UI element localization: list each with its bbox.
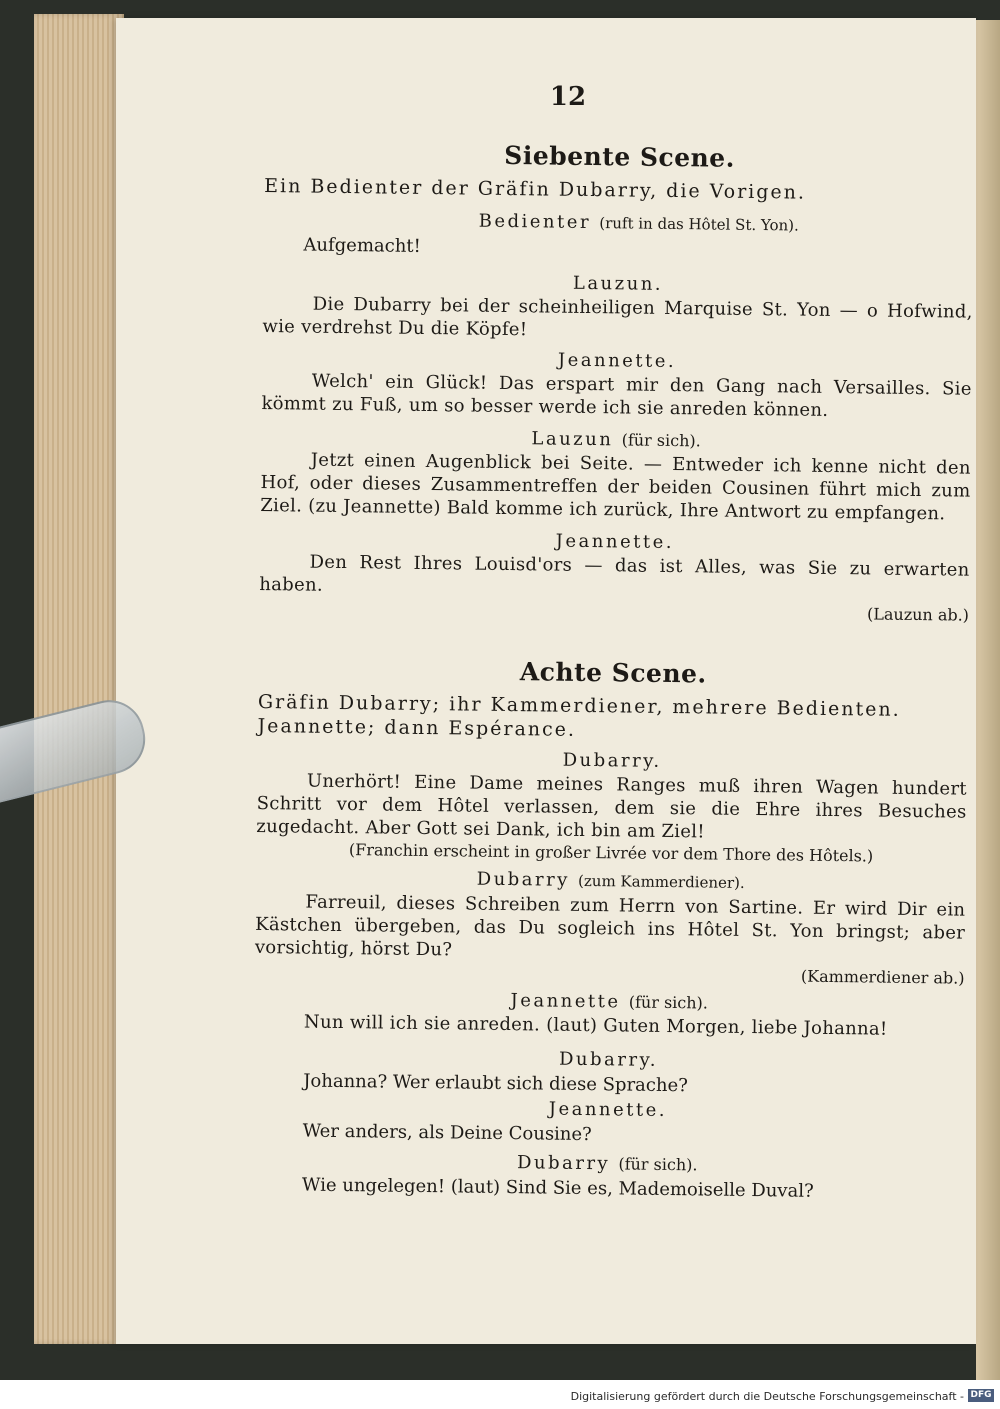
stage-direction: (zum Kammerdiener). [577,871,745,892]
scene-title-7: Siebente Scene. [504,140,736,173]
stage-direction: (Kammerdiener ab.) [800,966,965,988]
speaker: Dubarry. [562,749,662,772]
dfg-logo: DFG [968,1389,994,1402]
speech: Farreuil, dieses Schreiben zum Herrn von Sartine. Er wird Dir ein Kästchen übergeben, das Du sogleich ins Hôtel St. Yon bringst; aber vorsichtig, hörst Du? [254,891,966,961]
speech: Den Rest Ihres Louisd'ors — das ist Alles, was Sie zu erwarten haben. [259,551,970,596]
speaker: Dubarry. [558,1048,659,1071]
speaker-name: Jeannette [510,990,621,1013]
speaker: Jeannette. [548,1098,668,1121]
stage-direction: (für sich). [618,1154,698,1175]
scene-title-8: Achte Scene. [519,657,707,689]
stage-direction: (für sich). [621,430,701,451]
speaker: Lauzun. [572,272,664,295]
scene-cast-8: Gräfin Dubarry; ihr Kammerdiener, mehrere Bedienten. Jeannette; dann Espérance. [257,690,901,741]
speech: Wer anders, als Deine Cousine? [302,1120,592,1146]
stage-direction: (für sich). [628,992,709,1013]
book-page [116,18,976,1344]
speaker: Jeannette. [557,349,677,373]
speech: Nun will ich sie anreden. (laut) Guten Morgen, liebe Johanna! [303,1011,888,1040]
speech: Jetzt einen Augenblick bei Seite. — Entweder ich kenne nicht den Hof, oder dieses Zusammentreffen der beiden Cousinen führt mich zum Ziel. (zu Jeannette) Bald komme ich zurück, Ihre Antwort zu empfangen. [260,449,971,525]
footer-credit: Digitalisierung gefördert durch die Deutsche Forschungsgemeinschaft - [570,1390,964,1403]
stage-direction: (Lauzun ab.) [866,604,970,625]
scene-cast-7: Ein Bedienter der Gräfin Dubarry, die Vorigen. [264,174,807,204]
speaker-name: Bedienter [478,210,592,233]
speaker-name: Lauzun [531,428,614,451]
speech: Die Dubarry bei der scheinheiligen Marquise St. Yon — o Hofwind, wie verdrehst Du die Köpfe! [262,293,973,341]
book-cover-edge [976,20,1000,1380]
speaker: Jeannette. [555,530,675,554]
stage-direction: (ruft in das Hôtel St. Yon). [599,214,799,235]
page-edges [34,14,124,1344]
speech: Aufgemacht! [303,234,421,257]
speech: Wie ungelegen! (laut) Sind Sie es, Mademoiselle Duval? [301,1174,814,1202]
speech: Johanna? Wer erlaubt sich diese Sprache? [303,1070,688,1097]
footer-bar [0,1380,1000,1409]
page-number: 12 [549,82,587,112]
speaker-name: Dubarry [516,1152,611,1175]
speech: Welch' ein Glück! Das erspart mir den Gang nach Versailles. Sie kömmt zu Fuß, um so besser werde ich sie anreden können. [261,370,972,421]
speaker-name: Dubarry [476,868,570,891]
stage-direction: (Franchin erscheint in großer Livrée vor dem Thore des Hôtels.) [348,840,874,866]
speech: Unerhört! Eine Dame meines Ranges muß ihren Wagen hundert Schritt vor dem Hôtel verlassen, dem sie die Ehre ihres Besuches zugedacht. Aber Gott sei Dank, ich bin am Ziel! [256,770,968,843]
page-text [252,38,976,1206]
